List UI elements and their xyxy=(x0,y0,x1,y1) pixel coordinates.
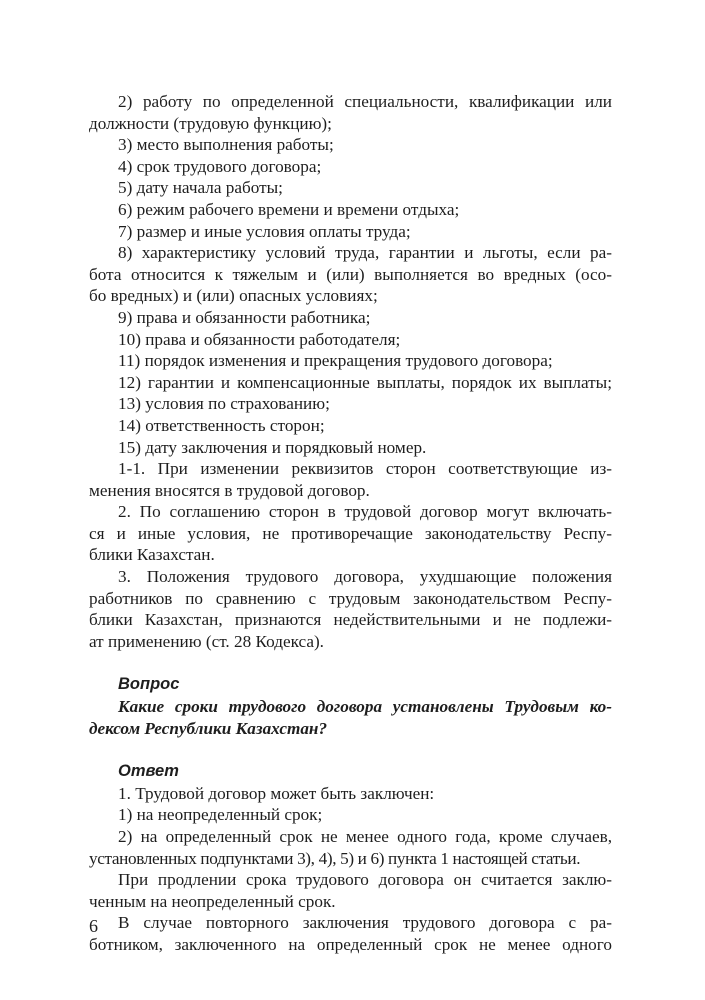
text-line: 3. Положения трудового договора, ухудшающие положения xyxy=(118,567,612,587)
text-line: 5) дату начала работы; xyxy=(118,178,283,198)
answer-line: 1. Трудовой договор может быть заключен: xyxy=(118,783,435,803)
text-line: 11) порядок изменения и прекращения трудового договора; xyxy=(118,351,553,371)
text-line: 9) права и обязанности работника; xyxy=(118,307,371,327)
question-heading: Вопрос xyxy=(118,675,180,694)
answer-line: При продлении срока трудового договора он считается заклю- xyxy=(118,870,612,890)
text-line: 10) права и обязанности работодателя; xyxy=(118,329,401,349)
text-line: 15) дату заключения и порядковый номер. xyxy=(118,437,427,457)
text-line: ся и иные условия, не противоречащие законодательству Респу- xyxy=(89,523,612,543)
text-line: 7) размер и иные условия оплаты труда; xyxy=(118,221,411,241)
text-line: 6) режим рабочего времени и времени отдыха; xyxy=(118,199,460,219)
text-line: 12) гарантии и компенсационные выплаты, порядок их выплаты; xyxy=(118,372,612,392)
text-line: 3) место выполнения работы; xyxy=(118,135,334,155)
answer-line: 1) на неопределенный срок; xyxy=(118,805,323,825)
spacer xyxy=(89,652,612,674)
text-line: ат применению (ст. 28 Кодекса). xyxy=(89,631,324,651)
text-line: блики Казахстан, признаются недействительными и не подлежи- xyxy=(89,610,612,630)
question-line: дексом Республики Казахстан? xyxy=(89,718,328,738)
text-line: 1-1. При изменении реквизитов сторон соответствующие из- xyxy=(118,459,612,479)
answer-heading: Ответ xyxy=(118,762,179,781)
text-line: менения вносятся в трудовой договор. xyxy=(89,480,370,500)
answer-line: 2) на определенный срок не менее одного года, кроме случаев, xyxy=(118,827,612,846)
text-line: должности (трудовую функцию); xyxy=(89,113,332,133)
text-line: 14) ответственность сторон; xyxy=(118,415,325,435)
text-line: бо вредных) и (или) опасных условиях; xyxy=(89,286,378,306)
answer-line: ченным на неопределенный срок. xyxy=(89,891,336,911)
text-line: работников по сравнению с трудовым законодательством Респу- xyxy=(89,588,612,608)
answer-line: ботником, заключенного на определенный срок не менее одного xyxy=(89,934,612,954)
answer-line: установленных подпунктами 3), 4), 5) и 6) пункта 1 настоящей статьи. xyxy=(89,848,581,868)
text-line: 2. По соглашению сторон в трудовой договор могут включать- xyxy=(118,502,612,522)
page-body xyxy=(89,91,612,956)
page-number: 6 xyxy=(89,916,98,936)
text-line: 13) условия по страхованию; xyxy=(118,394,330,414)
answer-line: В случае повторного заключения трудового договора с ра- xyxy=(118,913,612,933)
question-line: Какие сроки трудового договора установлены Трудовым ко- xyxy=(118,697,612,717)
text-line: 2) работу по определенной специальности, квалификации или xyxy=(118,92,612,111)
text-line: бота относится к тяжелым и (или) выполняется во вредных (осо- xyxy=(89,264,612,284)
spacer xyxy=(89,739,612,761)
text-line: 8) характеристику условий труда, гарантии и льготы, если ра- xyxy=(118,243,612,263)
text-line: блики Казахстан. xyxy=(89,545,215,565)
text-line: 4) срок трудового договора; xyxy=(118,156,322,176)
